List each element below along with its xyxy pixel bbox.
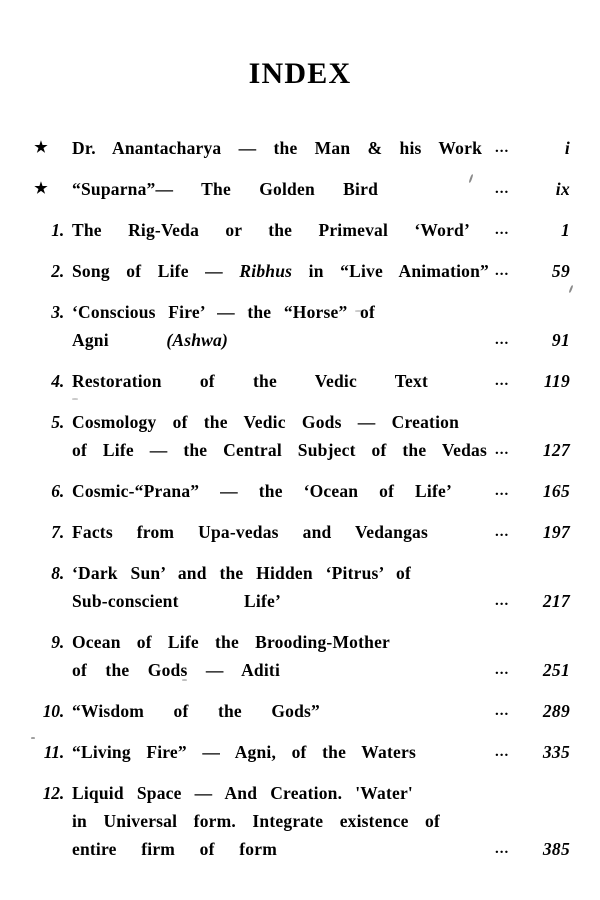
index-entry-title: Agni (Ashwa) (72, 330, 229, 350)
index-entry-title: “Suparna”— The Golden Bird (72, 179, 379, 199)
index-entry-line (0, 257, 600, 285)
index-entry-number: 9. (51, 632, 64, 652)
index-entry[interactable] (0, 257, 600, 285)
index-entry[interactable] (0, 779, 600, 863)
leader-dots: ... (495, 263, 510, 279)
leader-dots: ... (495, 442, 510, 458)
page-number: 197 (542, 522, 570, 542)
index-entry[interactable] (0, 559, 600, 615)
index-entry-number: 12. (42, 783, 64, 803)
index-entry-number: 5. (51, 412, 64, 432)
page-number: 335 (542, 742, 570, 762)
leader-dots: ... (495, 593, 510, 609)
index-entry-number: 7. (51, 522, 64, 542)
index-entry[interactable] (0, 697, 600, 725)
index-entry[interactable] (0, 738, 600, 766)
index-entry-number: 4. (51, 371, 64, 391)
leader-dots: ... (495, 703, 510, 719)
index-entry[interactable] (0, 518, 600, 546)
scan-artifact (31, 737, 35, 739)
index-entry-title: of the Gods — Aditi (72, 660, 281, 680)
index-entry-line (0, 175, 600, 203)
index-entry-title: “Living Fire” — Agni, of the Waters (72, 742, 416, 762)
index-entry-number: 2. (51, 261, 64, 281)
index-entry-title: of Life — the Central Subject of the Vedas (72, 440, 487, 460)
index-entry-line (0, 408, 600, 436)
page-number: 91 (551, 330, 570, 350)
index-entry-number: 10. (42, 701, 64, 721)
index-entry[interactable] (0, 175, 600, 203)
index-entry-title: Cosmic-“Prana” — the ‘Ocean of Life’ (72, 481, 452, 501)
index-entry-line (0, 436, 600, 464)
page-number: 59 (551, 261, 570, 281)
index-entry-number: 6. (51, 481, 64, 501)
index-entry-line (0, 518, 600, 546)
scan-artifact (355, 310, 362, 312)
leader-dots: ... (495, 332, 510, 348)
leader-dots: ... (495, 744, 510, 760)
index-entry-title: ‘Dark Sun’ and the Hidden ‘Pitrus’ of (72, 563, 412, 583)
index-entry-line (0, 656, 600, 684)
index-entry[interactable] (0, 298, 600, 354)
index-entry-title: in Universal form. Integrate existence of (72, 811, 440, 831)
index-entry-line (0, 779, 600, 807)
index-entry[interactable] (0, 408, 600, 464)
index-entry-title: “Wisdom of the Gods” (72, 701, 320, 721)
index-entry-number: 8. (51, 563, 64, 583)
page-title: INDEX (248, 57, 352, 90)
scan-artifact (182, 679, 187, 681)
leader-dots: ... (495, 524, 510, 540)
index-entry[interactable] (0, 216, 600, 244)
index-entry-number: 1. (51, 220, 64, 240)
page-number: 217 (542, 591, 570, 611)
leader-dots: ... (495, 140, 510, 156)
page-number: 165 (542, 481, 570, 501)
leader-dots: ... (495, 373, 510, 389)
index-entry[interactable] (0, 134, 600, 162)
page-number: 289 (542, 701, 570, 721)
page-number: ix (555, 179, 570, 199)
index-entry-title: Song of Life — Ribhus in “Live Animation” (72, 261, 490, 281)
index-entry-line (0, 134, 600, 162)
index-entry-line (0, 367, 600, 395)
index-entry-title: The Rig-Veda or the Primeval ‘Word’ (72, 220, 471, 240)
index-entry-line (0, 587, 600, 615)
page-number: 127 (542, 440, 570, 460)
star-icon: ★ (34, 140, 48, 156)
index-entry-line (0, 697, 600, 725)
index-entry-line (0, 559, 600, 587)
page-number: 119 (543, 371, 570, 391)
index-entry-title: Facts from Upa-vedas and Vedangas (72, 522, 428, 542)
index-entry-title: Restoration of the Vedic Text (72, 371, 428, 391)
index-entry-title: Cosmology of the Vedic Gods — Creation (72, 412, 460, 432)
page-number: i (564, 138, 570, 158)
scan-artifact (72, 398, 78, 400)
star-icon: ★ (34, 181, 48, 197)
leader-dots: ... (495, 841, 510, 857)
index-entry-title: ‘Conscious Fire’ — the “Horse” of (72, 302, 375, 322)
index-entry-line (0, 298, 600, 326)
index-entry-line (0, 628, 600, 656)
index-entry[interactable] (0, 367, 600, 395)
index-entry-line (0, 835, 600, 863)
index-entry-number: 11. (43, 742, 64, 762)
page-number: 385 (542, 839, 570, 859)
index-entry-line (0, 326, 600, 354)
index-entry-line (0, 216, 600, 244)
index-entry-title: Sub-conscient Life’ (72, 591, 281, 611)
index-entry-line (0, 477, 600, 505)
index-entry-list (0, 134, 600, 876)
index-entry-title: Ocean of Life the Brooding-Mother (72, 632, 391, 652)
index-entry-title: Dr. Anantacharya — the Man & his Work (72, 138, 483, 158)
index-entry[interactable] (0, 628, 600, 684)
page-number: 251 (542, 660, 570, 680)
index-entry-title: Liquid Space — And Creation. 'Water' (72, 783, 413, 803)
leader-dots: ... (495, 662, 510, 678)
leader-dots: ... (495, 222, 510, 238)
index-entry-line (0, 738, 600, 766)
leader-dots: ... (495, 181, 510, 197)
page-number: 1 (560, 220, 570, 240)
leader-dots: ... (495, 483, 510, 499)
index-entry-line (0, 807, 600, 835)
index-entry-title: entire firm of form (72, 839, 277, 859)
index-entry[interactable] (0, 477, 600, 505)
index-entry-number: 3. (51, 302, 64, 322)
